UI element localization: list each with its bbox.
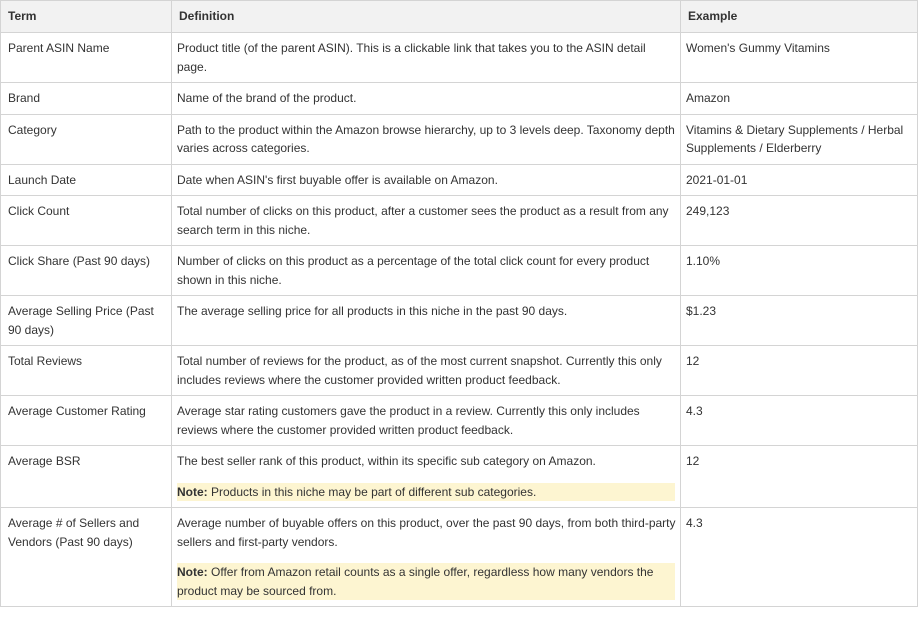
definition-cell: Total number of reviews for the product, as of the most current snapshot. Currently this only includes reviews where the customer provided written product feedback. [172,346,681,396]
table-row [1,346,918,396]
definition-cell: Product title (of the parent ASIN). This is a clickable link that takes you to the ASIN detail page. [172,33,681,83]
table-row [1,296,918,346]
header-definition: Definition [172,1,681,33]
term-cell: Launch Date [1,164,172,196]
term-cell: Category [1,114,172,164]
term-cell: Click Share (Past 90 days) [1,246,172,296]
term-cell: Parent ASIN Name [1,33,172,83]
header-row [1,1,918,33]
example-cell: 12 [681,346,918,396]
table-row [1,164,918,196]
definition-cell [172,508,681,607]
term-cell: Click Count [1,196,172,246]
table-row [1,446,918,508]
header-term: Term [1,1,172,33]
definition-cell: Average star rating customers gave the product in a review. Currently this only includes reviews where the customer provided written product feedback. [172,396,681,446]
table-row [1,508,918,607]
table-row [1,396,918,446]
example-cell: Amazon [681,83,918,115]
definition-text: Average number of buyable offers on this product, over the past 90 days, from both third-party sellers and first-party vendors. [177,516,676,549]
table-row [1,114,918,164]
definition-cell: Path to the product within the Amazon browse hierarchy, up to 3 levels deep. Taxonomy depth varies across categories. [172,114,681,164]
example-cell: 4.3 [681,508,918,607]
note-label: Note: [177,565,208,579]
term-cell: Brand [1,83,172,115]
term-cell: Average # of Sellers and Vendors (Past 90 days) [1,508,172,607]
example-cell: Vitamins & Dietary Supplements / Herbal Supplements / Elderberry [681,114,918,164]
definition-cell: The average selling price for all products in this niche in the past 90 days. [172,296,681,346]
definition-cell: Number of clicks on this product as a percentage of the total click count for every product shown in this niche. [172,246,681,296]
term-cell: Average Selling Price (Past 90 days) [1,296,172,346]
note-callout [177,563,675,600]
definition-cell [172,446,681,508]
example-cell: 12 [681,446,918,508]
header-example: Example [681,1,918,33]
definition-cell: Total number of clicks on this product, after a customer sees the product as a result from any search term in this niche. [172,196,681,246]
note-text: Products in this niche may be part of different sub categories. [207,484,537,499]
definition-cell: Name of the brand of the product. [172,83,681,115]
example-cell: 2021-01-01 [681,164,918,196]
example-cell: 1.10% [681,246,918,296]
note-text: Offer from Amazon retail counts as a single offer, regardless how many vendors the product may be sourced from. [177,565,654,598]
term-cell: Total Reviews [1,346,172,396]
example-cell: $1.23 [681,296,918,346]
note-callout [177,483,675,502]
table-row [1,196,918,246]
definition-text: The best seller rank of this product, within its specific sub category on Amazon. [177,454,596,468]
example-cell: Women's Gummy Vitamins [681,33,918,83]
table-row [1,246,918,296]
example-cell: 249,123 [681,196,918,246]
table-row [1,33,918,83]
note-label: Note: [177,484,208,499]
example-cell: 4.3 [681,396,918,446]
term-cell: Average BSR [1,446,172,508]
table-row [1,83,918,115]
term-cell: Average Customer Rating [1,396,172,446]
definition-cell: Date when ASIN's first buyable offer is available on Amazon. [172,164,681,196]
